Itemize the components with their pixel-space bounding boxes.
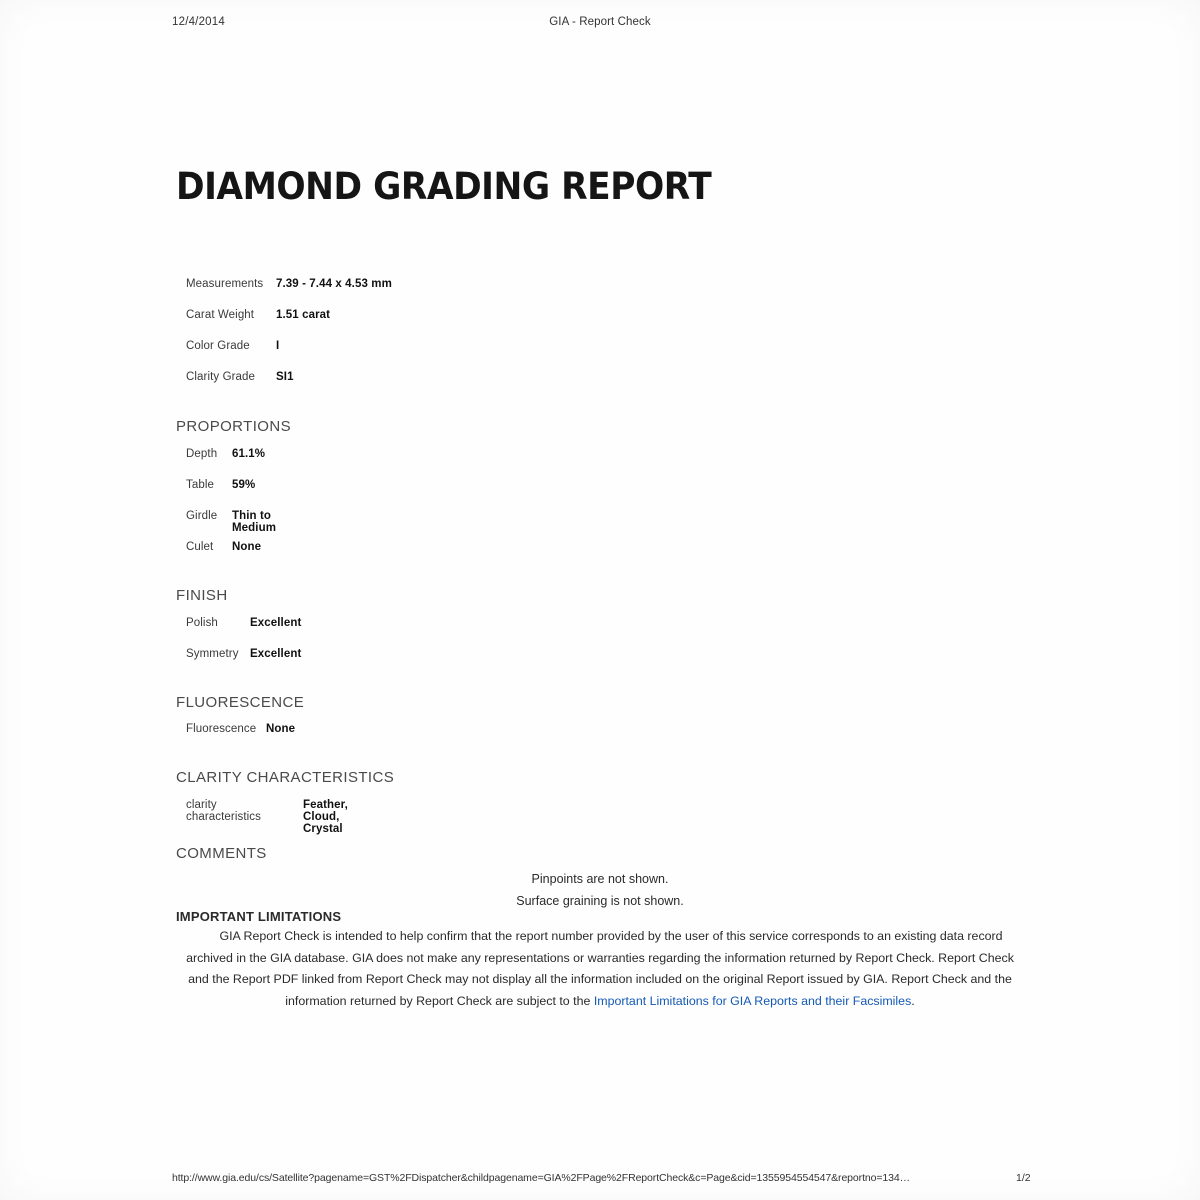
section-heading-comments: COMMENTS — [176, 845, 267, 862]
page-title: DIAMOND GRADING REPORT — [176, 165, 712, 208]
row-label: Symmetry — [186, 648, 239, 660]
summary-table — [186, 278, 746, 402]
comment-line: Surface graining is not shown. — [516, 894, 684, 908]
row-value: Excellent — [250, 648, 302, 660]
row-label: Table — [186, 479, 214, 491]
summary-label: Clarity Grade — [186, 371, 256, 383]
row-label: Depth — [186, 448, 218, 460]
print-page-title: GIA - Report Check — [549, 16, 651, 28]
table-row — [186, 340, 746, 371]
row-value: None — [266, 723, 296, 735]
print-date: 12/4/2014 — [172, 16, 225, 28]
important-limitations-link[interactable]: Important Limitations for GIA Reports and their Facsimiles — [593, 993, 912, 1008]
section-heading-proportions: PROPORTIONS — [176, 418, 291, 435]
row-value: Excellent — [250, 617, 302, 629]
row-value: 61.1% — [232, 448, 266, 460]
row-label: clarity characteristics — [186, 799, 261, 823]
section-heading-clarity-characteristics: CLARITY CHARACTERISTICS — [176, 769, 395, 786]
comments-text — [0, 868, 1200, 912]
table-row — [186, 278, 746, 309]
row-label: Girdle — [186, 510, 218, 522]
summary-value: SI1 — [276, 371, 294, 383]
summary-label: Carat Weight — [186, 309, 255, 321]
summary-value: I — [276, 340, 280, 352]
table-row — [186, 309, 746, 340]
print-header — [0, 16, 1200, 34]
row-label: Culet — [186, 541, 214, 553]
row-label: Fluorescence — [186, 723, 257, 735]
row-value: None — [232, 541, 262, 553]
summary-value: 1.51 carat — [276, 309, 331, 321]
row-value: Feather, Cloud, Crystal — [303, 799, 348, 835]
row-value: Thin to Medium — [232, 510, 277, 534]
limitations-body-end: . — [911, 993, 915, 1008]
section-heading-fluorescence: FLUORESCENCE — [176, 694, 305, 711]
summary-label: Color Grade — [186, 340, 250, 352]
summary-label: Measurements — [186, 278, 264, 290]
section-heading-finish: FINISH — [176, 587, 228, 604]
important-limitations-text — [176, 926, 1024, 1012]
row-label: Polish — [186, 617, 218, 629]
print-url: http://www.gia.edu/cs/Satellite?pagename=GST%2FDispatcher&childpagename=GIA%2FPage%2FReportCheck&c=Page&cid=1355954554547&reportno=134… — [172, 1172, 911, 1184]
summary-value: 7.39 - 7.44 x 4.53 mm — [276, 278, 392, 290]
row-value: 59% — [232, 479, 256, 491]
section-heading-important-limitations: IMPORTANT LIMITATIONS — [176, 909, 342, 924]
table-row — [186, 371, 746, 402]
comment-line: Pinpoints are not shown. — [531, 872, 669, 886]
print-page-number: 1/2 — [1016, 1172, 1031, 1184]
limitations-body-text: GIA Report Check is intended to help confirm that the report number provided by the user of this service corresponds to an existing data record archived in the GIA database. GIA does not make any representations or warranties regarding the information returned by Report Check. Report Check and the Report PDF linked from Report Check may not display all the information included on the original Report issued by GIA. Report Check and the information returned by Report Check are subject to the — [186, 929, 1014, 1008]
